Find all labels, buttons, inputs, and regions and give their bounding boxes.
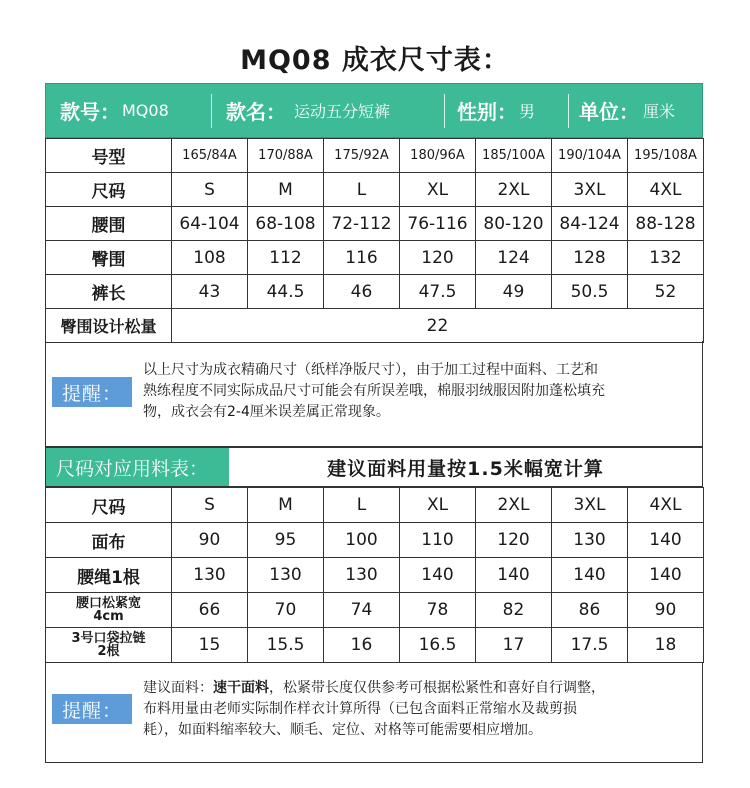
table-cell: 140 xyxy=(628,558,704,593)
table-cell: 2XL xyxy=(476,488,552,523)
table-row xyxy=(46,628,704,663)
table-row xyxy=(46,173,704,207)
unit-group xyxy=(569,84,702,137)
reminder-line: 以上尺寸为成衣精确尺寸（纸样净版尺寸），由于加工过程中面料、工艺和 xyxy=(143,362,598,378)
table-cell: 68-108 xyxy=(248,207,324,241)
style-no-group xyxy=(46,84,211,137)
table-cell: 130 xyxy=(552,523,628,558)
table-cell: 140 xyxy=(400,558,476,593)
divider xyxy=(211,94,212,128)
reminder-badge: 提醒： xyxy=(52,377,132,407)
unit-value: 厘米 xyxy=(643,102,676,121)
table-cell: S xyxy=(172,173,248,207)
divider xyxy=(444,94,445,128)
table-cell: 66 xyxy=(172,593,248,628)
row-label xyxy=(46,628,172,663)
table-cell: 16 xyxy=(324,628,400,663)
divider xyxy=(568,94,569,128)
style-no-value: MQ08 xyxy=(122,101,169,120)
unit-label: 单位： xyxy=(579,100,639,124)
table-cell: 4XL xyxy=(628,488,704,523)
page-title: MQ08 成衣尺寸表： xyxy=(240,45,510,76)
table-cell: 130 xyxy=(248,558,324,593)
table-cell: 120 xyxy=(476,523,552,558)
table-cell: 46 xyxy=(324,275,400,309)
reminder-text xyxy=(143,360,699,423)
ease-value: 22 xyxy=(172,309,704,343)
fabric-section-note: 建议面料用量按1.5米幅宽计算 xyxy=(327,457,604,480)
ease-label: 臀围设计松量 xyxy=(46,309,172,343)
fabric-reminder-prefix: 建议面料： xyxy=(143,680,213,696)
table-cell: 108 xyxy=(172,241,248,275)
row-label-line: 4cm xyxy=(93,609,124,624)
table-cell: 116 xyxy=(324,241,400,275)
table-cell: 50.5 xyxy=(552,275,628,309)
fabric-reminder-line: 耗），如面料缩率较大、顺毛、定位、对格等可能需要相应增加。 xyxy=(143,722,542,738)
reminder-line: 熟练程度不同实际成品尺寸可能会有所误差哦，棉服羽绒服因附加蓬松填充 xyxy=(143,383,605,399)
table-cell: 52 xyxy=(628,275,704,309)
style-name-group xyxy=(212,84,444,137)
table-cell: 80-120 xyxy=(476,207,552,241)
fabric-reminder-highlight: 速干面料 xyxy=(213,680,269,696)
table-cell: 84-124 xyxy=(552,207,628,241)
table-row xyxy=(46,593,704,628)
table-cell: 120 xyxy=(400,241,476,275)
table-cell: 165/84A xyxy=(172,139,248,173)
table-row xyxy=(46,488,704,523)
gender-group xyxy=(445,84,568,137)
table-cell: 44.5 xyxy=(248,275,324,309)
table-cell: 128 xyxy=(552,241,628,275)
table-cell: 190/104A xyxy=(552,139,628,173)
table-cell: 17.5 xyxy=(552,628,628,663)
table-row xyxy=(46,309,704,343)
table-cell: 130 xyxy=(324,558,400,593)
table-cell: 72-112 xyxy=(324,207,400,241)
table-cell: 110 xyxy=(400,523,476,558)
table-cell: XL xyxy=(400,173,476,207)
fabric-reminder-text xyxy=(143,678,699,741)
style-name-value: 运动五分短裤 xyxy=(294,102,391,121)
fabric-reminder-badge: 提醒： xyxy=(52,694,132,724)
table-cell: 64-104 xyxy=(172,207,248,241)
table-cell: 17 xyxy=(476,628,552,663)
reminder-line: 物，成衣会有2-4厘米误差属正常现象。 xyxy=(143,404,390,420)
table-cell: 86 xyxy=(552,593,628,628)
table-cell: L xyxy=(324,488,400,523)
row-label: 面布 xyxy=(46,523,172,558)
table-cell: 112 xyxy=(248,241,324,275)
table-cell: XL xyxy=(400,488,476,523)
table-cell: 170/88A xyxy=(248,139,324,173)
fabric-reminder-suffix: ，松紧带长度仅供参考可根据松紧性和喜好自行调整， xyxy=(269,680,605,696)
table-cell: 100 xyxy=(324,523,400,558)
fabric-table xyxy=(45,487,704,663)
table-cell: 16.5 xyxy=(400,628,476,663)
gender-value: 男 xyxy=(519,102,536,121)
table-cell: 78 xyxy=(400,593,476,628)
style-no-label: 款号： xyxy=(60,100,120,124)
table-cell: 95 xyxy=(248,523,324,558)
table-cell: 132 xyxy=(628,241,704,275)
row-label-line: 3号口袋拉链 xyxy=(71,631,146,646)
row-label: 腰围 xyxy=(46,207,172,241)
table-row xyxy=(46,139,704,173)
table-cell: 15 xyxy=(172,628,248,663)
table-cell: 90 xyxy=(172,523,248,558)
fabric-section-header xyxy=(45,447,703,487)
table-cell: 140 xyxy=(628,523,704,558)
row-label: 裤长 xyxy=(46,275,172,309)
table-cell: M xyxy=(248,488,324,523)
table-cell: 4XL xyxy=(628,173,704,207)
table-cell: M xyxy=(248,173,324,207)
table-cell: 140 xyxy=(476,558,552,593)
table-cell: 195/108A xyxy=(628,139,704,173)
row-label: 臀围 xyxy=(46,241,172,275)
row-label: 号型 xyxy=(46,139,172,173)
table-cell: 3XL xyxy=(552,173,628,207)
info-header-bar xyxy=(45,83,703,138)
table-cell: 88-128 xyxy=(628,207,704,241)
fabric-reminder-line xyxy=(143,678,699,699)
table-cell: 124 xyxy=(476,241,552,275)
table-cell: 74 xyxy=(324,593,400,628)
table-row xyxy=(46,558,704,593)
table-cell: 2XL xyxy=(476,173,552,207)
row-label: 尺码 xyxy=(46,173,172,207)
table-cell: 130 xyxy=(172,558,248,593)
size-table xyxy=(45,138,704,343)
table-cell: 82 xyxy=(476,593,552,628)
table-cell: 185/100A xyxy=(476,139,552,173)
table-cell: 47.5 xyxy=(400,275,476,309)
table-cell: 140 xyxy=(552,558,628,593)
table-row xyxy=(46,241,704,275)
row-label: 尺码 xyxy=(46,488,172,523)
table-cell: 180/96A xyxy=(400,139,476,173)
row-label-line: 腰口松紧宽 xyxy=(75,596,141,611)
table-cell: 3XL xyxy=(552,488,628,523)
table-cell: 70 xyxy=(248,593,324,628)
table-cell: 175/92A xyxy=(324,139,400,173)
table-cell: 49 xyxy=(476,275,552,309)
table-cell: 90 xyxy=(628,593,704,628)
table-cell: 43 xyxy=(172,275,248,309)
table-cell: 18 xyxy=(628,628,704,663)
row-label-line: 2根 xyxy=(97,644,120,659)
table-row xyxy=(46,207,704,241)
table-cell: S xyxy=(172,488,248,523)
table-cell: 15.5 xyxy=(248,628,324,663)
row-label xyxy=(46,593,172,628)
row-label: 腰绳1根 xyxy=(46,558,172,593)
table-cell: L xyxy=(324,173,400,207)
table-row xyxy=(46,523,704,558)
style-name-label: 款名： xyxy=(226,100,286,124)
table-cell: 76-116 xyxy=(400,207,476,241)
gender-label: 性别： xyxy=(457,100,517,124)
fabric-reminder-line: 布料用量由老师实际制作样衣计算所得（已包含面料正常缩水及裁剪损 xyxy=(143,701,577,717)
table-row xyxy=(46,275,704,309)
fabric-section-label: 尺码对应用料表： xyxy=(46,448,229,486)
